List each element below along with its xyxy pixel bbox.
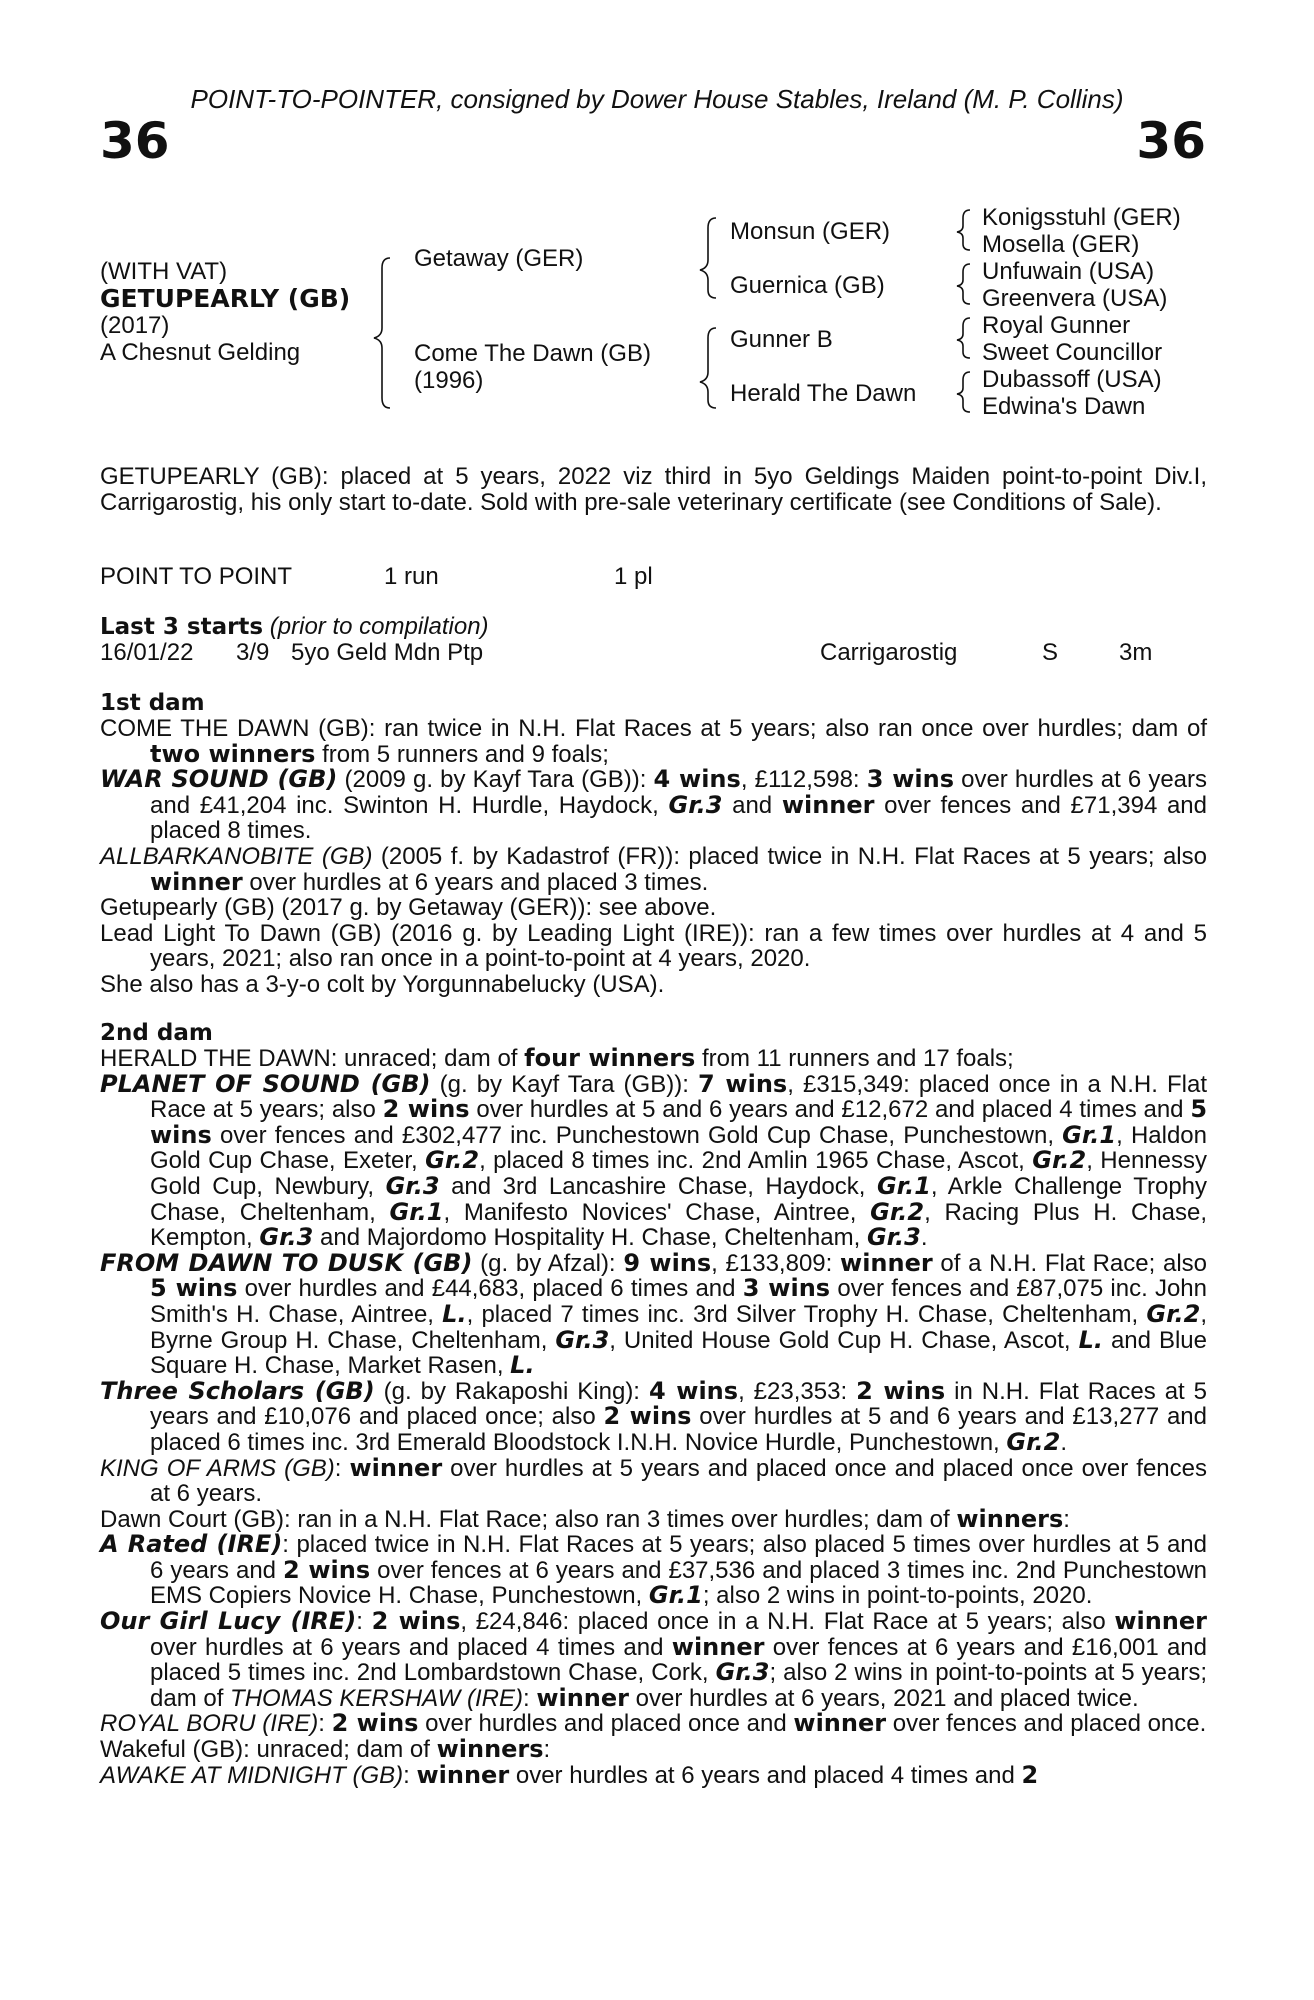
start-date: 16/01/22: [100, 639, 194, 666]
horse-description: A Chesnut Gelding: [100, 339, 301, 366]
a-rated-entry: A Rated (IRE): placed twice in N.H. Flat Races at 5 years; also placed 5 times over hurdles at 5 and 6 years and 2 wins over fences at 6 years and £37,536 and placed 3 times inc. 2nd Punchestown EMS Copiers Novice H. Chase, Punchestown, Gr.1; also 2 wins in point-to-points, 2020.: [100, 1530, 1207, 1610]
gen3-4: Greenvera (USA): [982, 285, 1168, 312]
lot-number-left: 36: [100, 112, 170, 170]
record-label: POINT TO POINT: [100, 563, 293, 590]
horse-year: (2017): [100, 312, 170, 339]
wakeful-entry: Wakeful (GB): unraced; dam of winners:: [100, 1735, 551, 1764]
start-going: S: [1042, 639, 1059, 666]
dam-sire: Gunner B: [730, 326, 833, 353]
horse-summary: [100, 464, 1207, 515]
second-dam-section: [100, 1046, 1207, 1788]
sire-dam: Guernica (GB): [730, 272, 885, 299]
lead-light-entry: Lead Light To Dawn (GB) (2016 g. by Leading Light (IRE)): ran a few times over hurdles at 4 and 5 years, 2021; also ran once in a point-to-point at 4 years, 2020.: [100, 919, 1207, 973]
start-course: Carrigarostig: [820, 639, 958, 666]
vat-note: (WITH VAT): [100, 258, 228, 285]
dam-dam: Herald The Dawn: [730, 380, 917, 407]
record-placed: 1 pl: [614, 563, 653, 590]
gen3-6: Sweet Councillor: [982, 339, 1163, 366]
lot-number-right: 36: [1136, 112, 1206, 170]
king-of-arms-entry: KING OF ARMS (GB): winner over hurdles at 5 years and placed once and placed once over fences at 6 years.: [100, 1453, 1207, 1508]
sire-name: Getaway (GER): [414, 245, 584, 272]
consignment-line: POINT-TO-POINTER, consigned by Dower House Stables, Ireland (M. P. Collins): [190, 84, 1124, 114]
first-dam-heading: 1st dam: [100, 690, 205, 716]
dam-name: Come The Dawn (GB): [414, 340, 651, 367]
start-position: 3/9: [236, 639, 270, 666]
horse-name: GETUPEARLY (GB): [100, 284, 351, 313]
last-starts-heading: [100, 613, 489, 641]
from-dawn-to-dusk-entry: FROM DAWN TO DUSK (GB) (g. by Afzal): 9 wins, £133,809: winner of a N.H. Flat Race; also 5 wins over hurdles and £44,683, placed 6 times and 3 wins over fences and £87,075 inc. John Smith's H. Chase, Aintree, L., placed 7 times inc. 3rd Silver Trophy H. Chase, Cheltenham, Gr.2, Byrne Group H. Chase, Cheltenham, Gr.3, United House Gold Cup H. Chase, Ascot, L. and Blue Square H. Chase, Market Rasen, L.: [100, 1248, 1208, 1380]
start-distance: 3m: [1119, 639, 1153, 666]
allbarkanobite-entry: ALLBARKANOBITE (GB) (2005 f. by Kadastrof (FR)): placed twice in N.H. Flat Races at 5 years; also winner over hurdles at 6 years and placed 3 times.: [100, 842, 1207, 896]
gen3-3: Unfuwain (USA): [982, 258, 1155, 285]
dam-year: (1996): [414, 367, 484, 394]
our-girl-lucy-entry: Our Girl Lucy (IRE): 2 wins, £24,846: placed once in a N.H. Flat Race at 5 years; also winner over hurdles at 6 years and placed 4 times and winner over fences at 6 years and £16,001 and placed 5 times inc. 2nd Lombardstown Chase, Cork, Gr.3; also 2 wins in point-to-points at 5 years; dam of THOMAS KERSHAW (IRE): winner over hurdles at 6 years, 2021 and placed twice.: [100, 1607, 1207, 1712]
gen3-8: Edwina's Dawn: [982, 393, 1146, 420]
gen3-7: Dubassoff (USA): [982, 366, 1162, 393]
planet-of-sound-entry: PLANET OF SOUND (GB) (g. by Kayf Tara (GB)): 7 wins, £315,349: placed once in a N.H. Flat Race at 5 years; also 2 wins over hurdles at 5 and 6 years and £12,672 and placed 4 times and 5 wins over fences and £302,477 inc. Punchestown Gold Cup Chase, Punchestown, Gr.1, Haldon Gold Cup Chase, Exeter, Gr.2, placed 8 times inc. 2nd Amlin 1965 Chase, Ascot, Gr.2, Hennessy Gold Cup, Newbury, Gr.3 and 3rd Lancashire Chase, Haydock, Gr.1, Arkle Challenge Trophy Chase, Cheltenham, Gr.1, Manifesto Novices' Chase, Aintree, Gr.2, Racing Plus H. Chase, Kempton, Gr.3 and Majordomo Hospitality H. Chase, Cheltenham, Gr.3.: [100, 1069, 1208, 1252]
three-scholars-entry: Three Scholars (GB) (g. by Rakaposhi King): 4 wins, £23,353: 2 wins in N.H. Flat Races at 5 years and £10,076 and placed once; also 2 wins over hurdles at 5 and 6 years and £13,277 and placed 6 times inc. 3rd Emerald Bloodstock I.N.H. Novice Hurdle, Punchestown, Gr.2.: [100, 1376, 1208, 1456]
gen3-1: Konigsstuhl (GER): [982, 204, 1181, 231]
summary-text: GETUPEARLY (GB): placed at 5 years, 2022 viz third in 5yo Geldings Maiden point-to-point Div.I, Carrigarostig, his only start to-date. Sold with pre-sale veterinary certificate (see Conditions of Sale).: [100, 463, 1207, 516]
royal-boru-entry: ROYAL BORU (IRE): 2 wins over hurdles and placed once and winner over fences and placed once.: [100, 1709, 1207, 1738]
war-sound-entry: WAR SOUND (GB) (2009 g. by Kayf Tara (GB)): 4 wins, £112,598: 3 wins over hurdles at 6 years and £41,204 inc. Swinton H. Hurdle, Haydock, Gr.3 and winner over fences and £71,394 and placed 8 times.: [100, 765, 1208, 845]
second-dam-heading: 2nd dam: [100, 1020, 213, 1046]
getupearly-entry: Getupearly (GB) (2017 g. by Getaway (GER)): see above.: [100, 894, 717, 922]
sire-sire: Monsun (GER): [730, 218, 891, 245]
last-starts-title: Last 3 starts: [100, 614, 264, 640]
gen3-5: Royal Gunner: [982, 312, 1131, 339]
dawn-court-entry: Dawn Court (GB): ran in a N.H. Flat Race; also ran 3 times over hurdles; dam of winners:: [100, 1504, 1070, 1533]
start-race: 5yo Geld Mdn Ptp: [291, 639, 484, 666]
second-dam-intro: HERALD THE DAWN: unraced; dam of four winners from 11 runners and 17 foals;: [100, 1044, 1014, 1072]
record-runs: 1 run: [384, 563, 439, 590]
gen3-2: Mosella (GER): [982, 231, 1140, 258]
first-dam-section: [100, 716, 1207, 998]
first-dam-also: She also has a 3-y-o colt by Yorgunnabelucky (USA).: [100, 970, 665, 998]
first-dam-intro: COME THE DAWN (GB): ran twice in N.H. Flat Races at 5 years; also ran once over hurdles; dam of two winners from 5 runners and 9 foals;: [100, 715, 1207, 768]
awake-at-midnight-entry: AWAKE AT MIDNIGHT (GB): winner over hurdles at 6 years and placed 4 times and 2: [100, 1760, 1039, 1789]
last-starts-note: (prior to compilation): [269, 613, 489, 640]
